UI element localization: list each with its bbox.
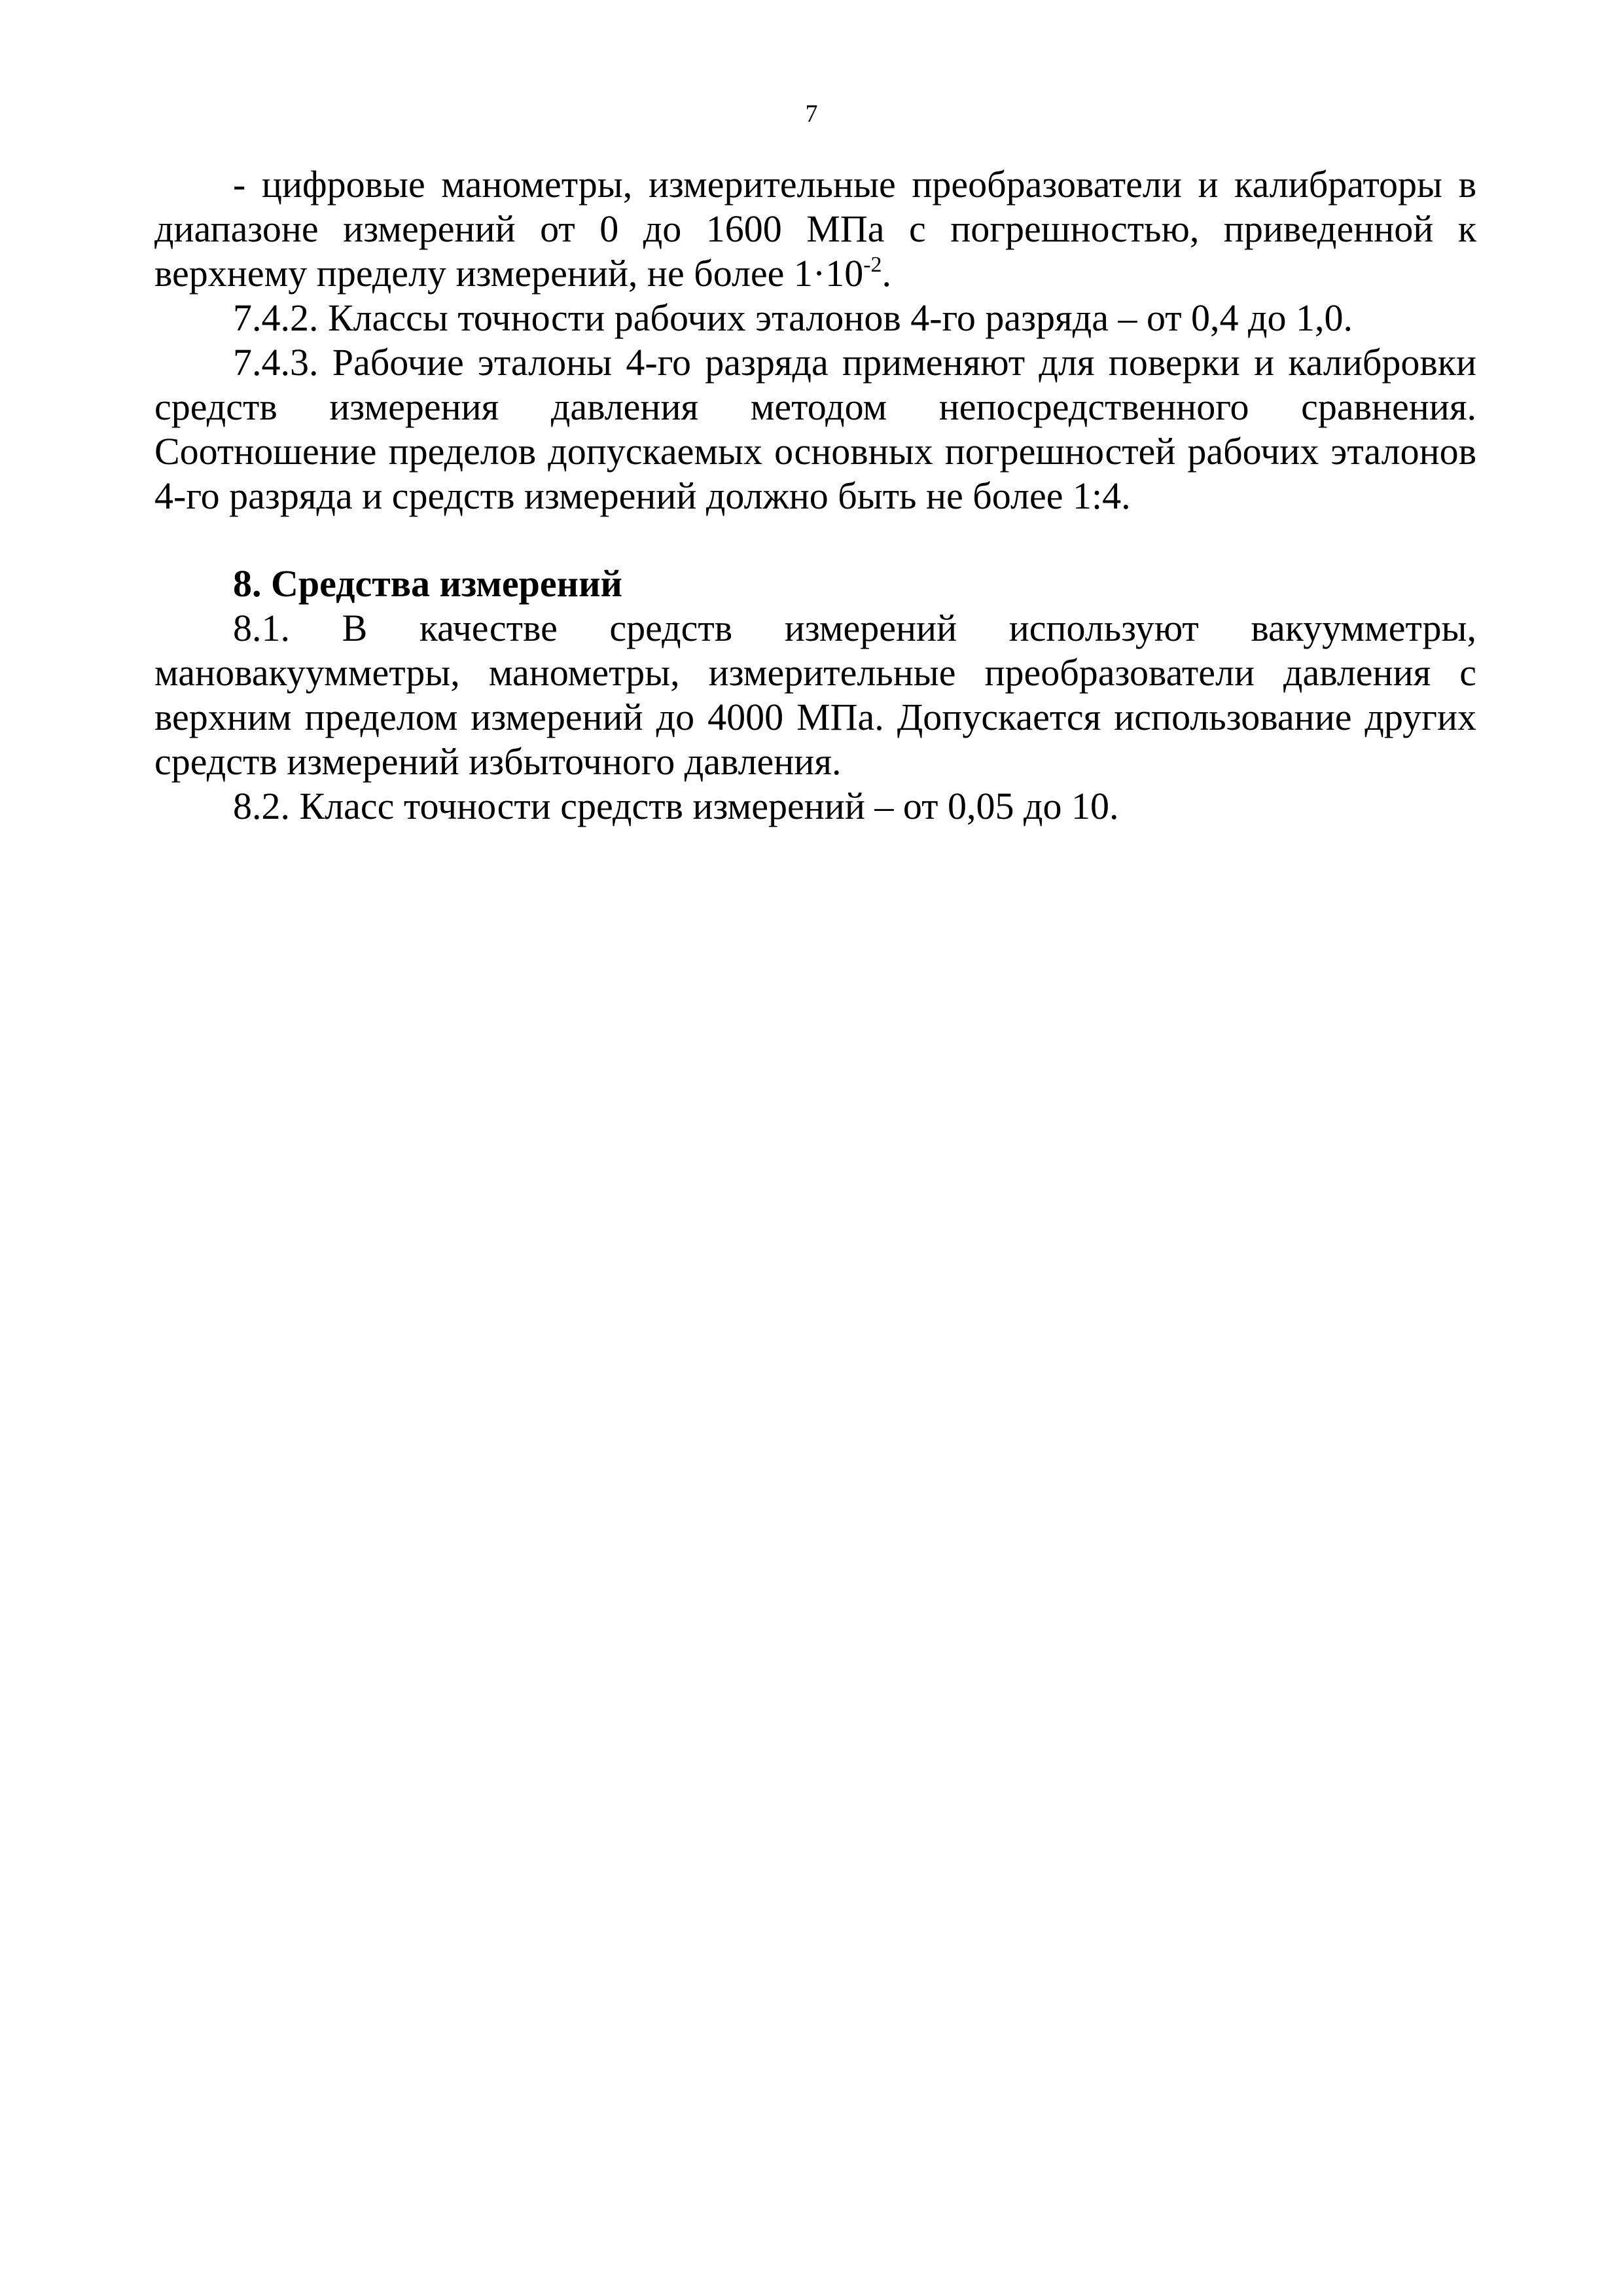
paragraph-7-4-2: 7.4.2. Классы точности рабочих эталонов 4-го разряда – от 0,4 до 1,0. bbox=[233, 296, 1353, 339]
paragraph-8-2: 8.2. Класс точности средств измерений – от 0,05 до 10. bbox=[233, 785, 1119, 827]
paragraph-7-4-3: 7.4.3. Рабочие эталоны 4-го разряда применяют для поверки и калибровки средств измерения давления методом непосредственного сравнения. Соотношение пределов допускаемых основных погрешностей рабочих эталонов 4-го разряда и средств измерений должно быть не более 1:4. bbox=[154, 341, 1476, 517]
page-number: 7 bbox=[805, 100, 818, 128]
bullet-digital-exponent: -2 bbox=[863, 252, 882, 277]
document-body bbox=[154, 162, 1476, 829]
bullet-digital-instruments bbox=[154, 162, 1476, 296]
paragraph-8-1: 8.1. В качестве средств измерений используют вакуумметры, мановакуумметры, манометры, измерительные преобразователи давления с верхним пределом измерений до 4000 МПа. Допускается использование других средств измерений избыточного давления. bbox=[154, 607, 1476, 783]
section-8-heading: 8. Средства измерений bbox=[233, 562, 622, 605]
bullet-digital-end: . bbox=[882, 252, 892, 295]
bullet-digital-text: - цифровые манометры, измерительные преобразователи и калибраторы в диапазоне измерений от 0 до 1600 МПа с погрешностью, приведенной к верхнему пределу измерений, не более 1·10 bbox=[154, 163, 1476, 295]
